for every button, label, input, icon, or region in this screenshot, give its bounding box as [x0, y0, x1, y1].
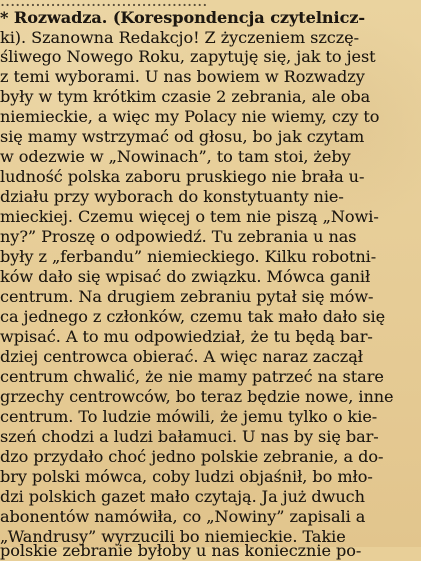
article-heading-line: * Rozwadza. (Korespondencja czytelnicz- [0, 8, 366, 27]
article-line: ków dało się wpisać do związku. Mówca ganił [0, 267, 371, 286]
article-line: wpisać. A to mu odpowiedział, że tu będą bar- [0, 327, 373, 346]
article-line: ca jednego z członków, czemu tak mało dało się [0, 307, 386, 326]
article-line: dzo przydało choć jedno polskie zebranie, a do- [0, 447, 384, 466]
article-line: dziej centrowca obierać. A więc naraz zaczął [0, 347, 363, 366]
article-line: bry polski mówca, coby ludzi objaśnił, bo mło- [0, 467, 373, 486]
article-line: abonentów namówiła, co „Nowiny” zapisali a [0, 507, 366, 526]
article-line: ludność polska zaboru pruskiego nie brała u- [0, 167, 365, 186]
article-line: w odezwie w „Nowinach”, to tam stoi, żeby [0, 147, 351, 166]
article-line: ki). Szanowna Redakcjo! Z życzeniem szczę- [0, 28, 359, 47]
article-line: centrum chwalić, że nie mamy patrzeć na stare [0, 367, 384, 386]
article-line: się mamy wstrzymać od głosu, bo jak czytam [0, 127, 365, 146]
article-line: ny?” Proszę o odpowiedź. Tu zebrania u nas [0, 227, 357, 246]
article-line: mieckiej. Czemu więcej o tem nie piszą „Nowi- [0, 207, 379, 226]
article-line: były z „ferbandu” niemieckiego. Kilku robotni- [0, 247, 377, 266]
article-line: polskie zebranie byłoby u nas koniecznie po- [0, 541, 362, 560]
article-line: szeń chodzi a ludzi bałamuci. U nas by się bar- [0, 427, 379, 446]
article-line: śliwego Nowego Roku, zapytuję się, jak to jest [0, 47, 376, 66]
article-line: centrum. Na drugiem zebraniu pytał się mów- [0, 287, 374, 306]
article-line: z temi wyborami. U nas bowiem w Rozwadzy [0, 67, 365, 86]
article-line: działu przy wyborach do konstytuanty nie- [0, 187, 344, 206]
article-line: centrum. To ludzie mówili, że jemu tylko o kie- [0, 407, 378, 426]
article-line: były w tym krótkim czasie 2 zebrania, ale oba [0, 87, 371, 106]
article-line: dzi polskich gazet mało czytają. Ja już dwuch [0, 487, 365, 506]
article-line: grzechy centrowców, bo teraz będzie nowe, inne [0, 387, 394, 406]
article-line: niemieckie, a więc my Polacy nie wiemy, czy to [0, 107, 380, 126]
article-line: „Wandrusy” wyrzucili bo niemieckie. Takie [0, 527, 346, 546]
article-line: ......................................... [0, 0, 208, 10]
